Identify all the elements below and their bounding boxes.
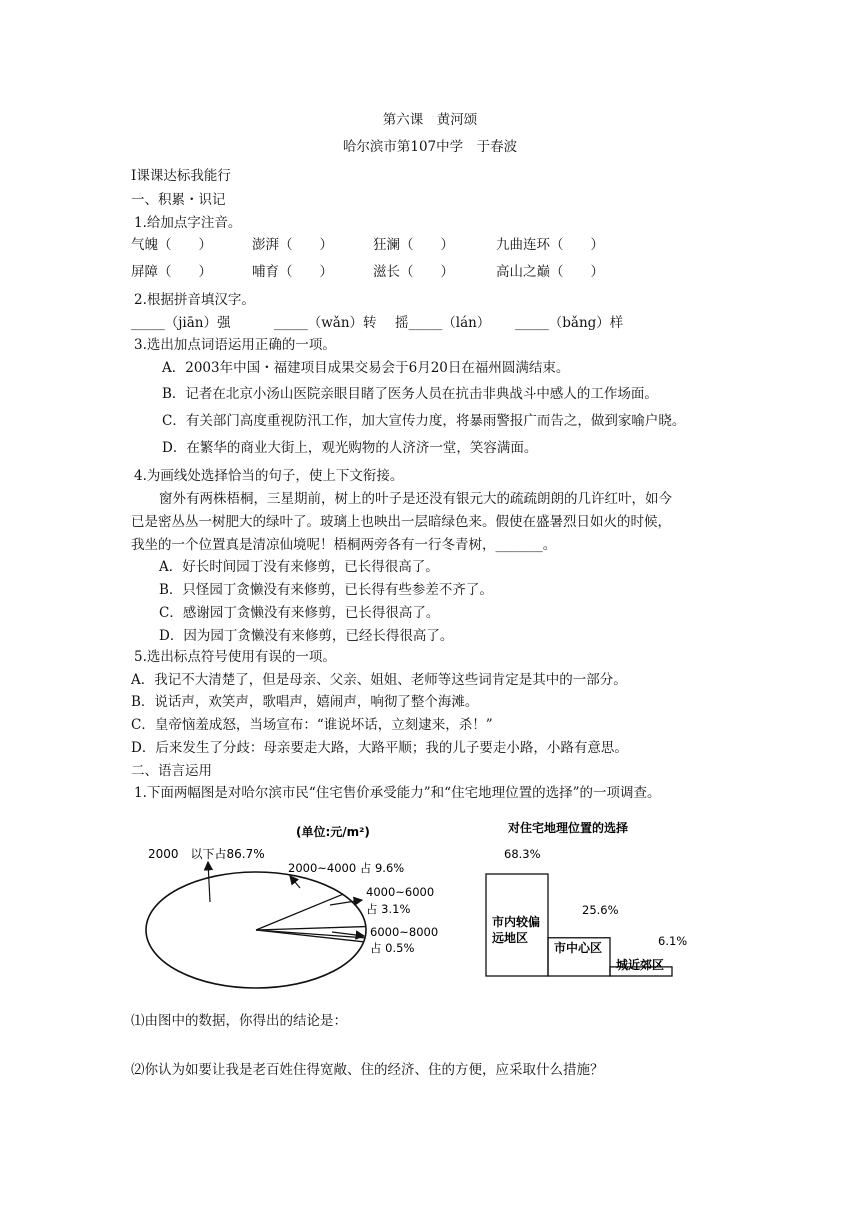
q4-option-d: D．因为园丁贪懒没有来修剪，已经长得很高了。 [159,628,454,644]
q2-item: _____（bǎng）样 [515,315,624,331]
q4-option-c: C．感谢园丁贪懒没有来修剪，已长得很高了。 [159,605,440,621]
bar-category-label: 市中心区 [554,941,603,955]
pie-label: 占 0.5% [370,941,415,955]
pie-label: 6000~8000 [370,925,439,939]
q4-passage-line: 我坐的一个位置真是清凉仙境呢！梧桐两旁各有一行冬青树，_______。 [131,537,557,553]
q4-prompt: 4.为画线处选择恰当的句子，使上下文衔接。 [134,468,404,484]
q1-item-buyu: 哺育（ ） [252,264,333,280]
pie-chart [146,824,438,988]
q4-option-b: B．只怪园丁贪懒没有来修剪，已长得有些参差不齐了。 [159,582,493,598]
q1-item-pengpai: 澎湃（ ） [252,237,333,253]
q5-option-d: D．后来发生了分歧：母亲要走大路，大路平顺；我的儿子要走小路，小路有意思。 [131,740,628,756]
page-title: 第六课 黄河颂 [382,112,478,128]
q1-item-zizhang: 滋长（ ） [373,264,454,280]
pie-label: 2000~4000 占 9.6% [288,861,405,875]
pie-label: 占 3.1% [366,902,411,916]
pie-slice-boundary [256,894,343,930]
q3-option-b: B．记者在北京小汤山医院亲眼目睹了医务人员在抗击非典战斗中感人的工作场面。 [162,386,658,402]
pie-arrow [208,862,210,902]
pie-label: 4000~6000 [366,885,435,899]
part2-heading: 二、语言运用 [131,763,212,779]
q3-option-a: A．2003年中国・福建项目成果交易会于6月20日在福州圆满结束。 [162,360,570,376]
q1-item-gaoshan: 高山之巅（ ） [496,264,604,280]
q5-prompt: 5.选出标点符号使用有误的一项。 [134,649,336,665]
bar-title: 对住宅地理位置的选择 [508,821,629,835]
q2-item: 摇_____（lán） [395,315,491,331]
bar-category-label: 远地区 [492,931,529,945]
q5-option-c: C．皇帝恼羞成怒，当场宣布：“谁说坏话，立刻逮来，杀！” [131,717,493,733]
q3-option-d: D．在繁华的商业大街上，观光购物的人济济一堂，笑容满面。 [162,440,538,456]
q1-item-kuanglan: 狂澜（ ） [373,237,454,253]
pie-slice-boundary [256,930,364,942]
q1-item-qipo: 气魄（ ） [131,237,212,253]
q1-item-jiuqu: 九曲连环（ ） [496,237,604,253]
q2-item: _____（wǎn）转 [274,315,377,331]
bar-category-label: 城近郊区 [616,958,665,972]
q4-passage-line: 窗外有两株梧桐，三星期前，树上的叶子是还没有银元大的疏疏朗朗的几许红叶，如今 [159,491,672,507]
q2-prompt: 2.根据拼音填汉字。 [134,292,255,308]
section-heading: Ⅰ课课达标我能行 [131,168,231,184]
q1-item-pingzhang: 屏障（ ） [131,264,212,280]
bar-group [486,847,687,976]
bar-value-label: 68.3% [504,847,541,861]
pie-slice-boundary [256,927,366,930]
author-line: 哈尔滨市第107中学 于春波 [342,139,518,155]
part2-q1-prompt: 1.下面两幅图是对哈尔滨市民“住宅售价承受能力”和“住宅地理位置的选择”的一项调查。 [134,785,661,801]
q5-option-b: B．说话声，欢笑声，歌唱声，嬉闹声，响彻了整个海滩。 [131,694,479,710]
bar-value-label: 6.1% [658,933,688,948]
q4-passage-line: 已是密丛丛一树肥大的绿叶了。玻璃上也映出一层暗绿色来。假使在盛暑烈日如火的时候， [131,514,671,530]
q3-prompt: 3.选出加点词语运用正确的一项。 [134,337,336,353]
q4-option-a: A．好长时间园丁没有来修剪，已长得很高了。 [159,559,439,575]
q2-item: _____（jiān）强 [131,315,231,331]
pie-arrow [290,876,300,888]
part2-sub2: ⑵你认为如要让我是老百姓住得宽敞、住的经济、住的方便，应采取什么措施？ [131,1062,604,1078]
q1-prompt: 1.给加点字注音。 [134,215,242,231]
bar-category-label: 市内较偏 [492,915,541,929]
q5-option-a: A．我记不大清楚了，但是母亲、父亲、姐姐、老师等这些词肯定是其中的一部分。 [131,672,627,688]
pie-label: 2000 以下占86.7% [148,847,265,861]
q3-option-c: C．有关部门高度重视防汛工作，加大宣传力度，将暴雨警报广而告之，做到家喻户晓。 [162,413,686,429]
pie-title: (单位:元/m²) [296,825,370,839]
part2-sub1: ⑴由图中的数据，你得出的结论是： [131,1013,347,1029]
bar-chart [486,820,687,976]
bar-value-label: 25.6% [582,902,619,917]
part1-heading: 一、积累・识记 [131,192,226,208]
pie-arrow [330,900,362,905]
